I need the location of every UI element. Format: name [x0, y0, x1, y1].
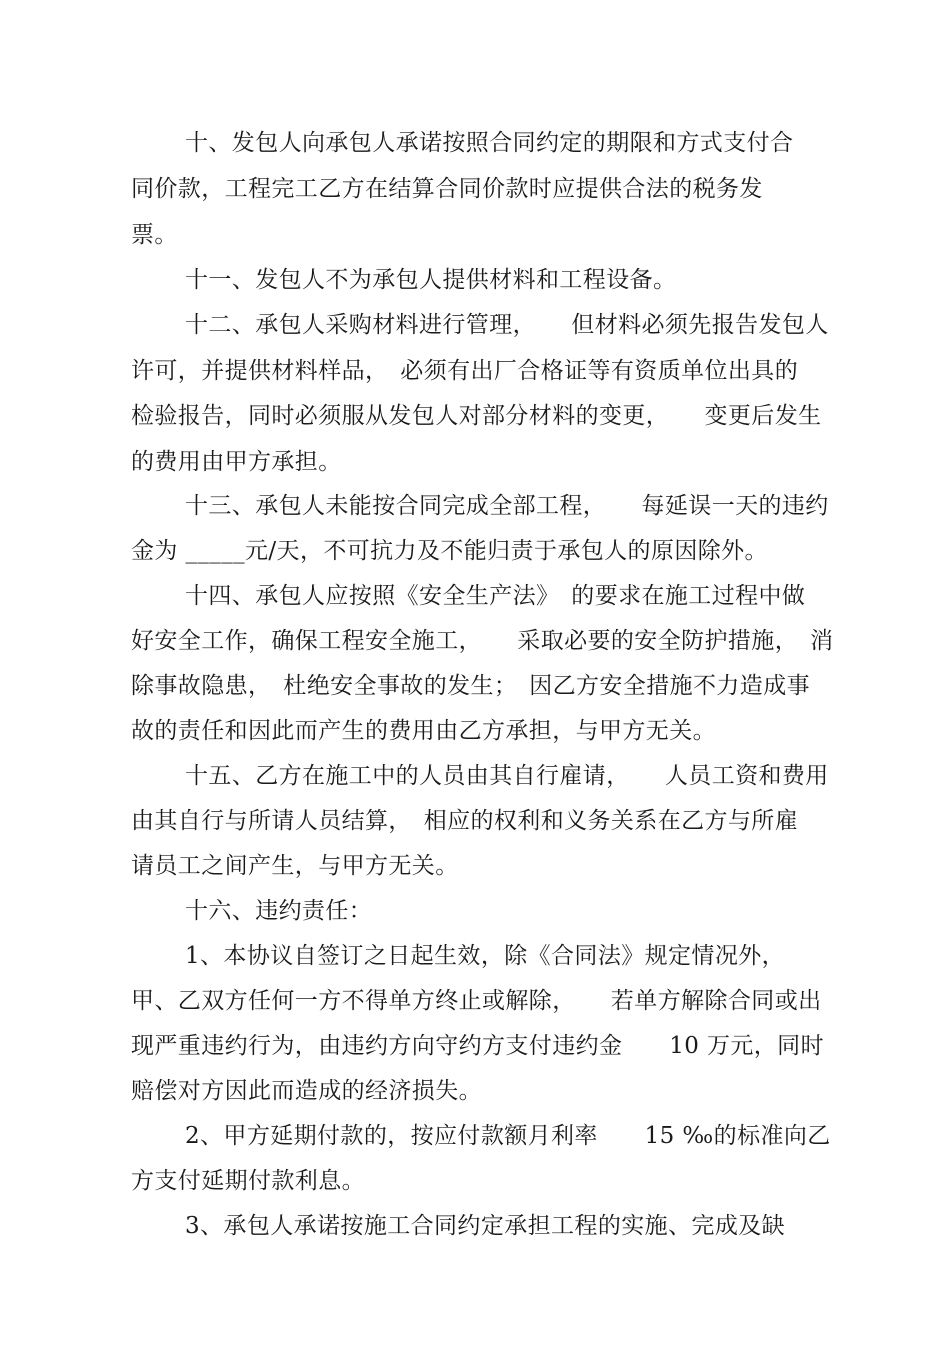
item-1-line-3: 现严重违约行为，由违约方向守约方支付违约金 10 万元，同时: [131, 1033, 824, 1059]
clause-11-line-1: 十一、发包人不为承包人提供材料和工程设备。: [185, 267, 677, 293]
clause-12-line-2: 许可，并提供材料样品， 必须有出厂合格证等有资质单位出具的: [131, 358, 799, 384]
item-1-line-4: 赔偿对方因此而造成的经济损失。: [131, 1078, 482, 1104]
clause-15-line-2: 由其自行与所请人员结算， 相应的权利和义务关系在乙方与所雇: [131, 808, 799, 834]
clause-13-line-2: 金为 _____元/天，不可抗力及不能归责于承包人的原因除外。: [131, 538, 768, 564]
clause-12-line-4: 的费用由甲方承担。: [131, 449, 342, 475]
clause-16-heading: 十六、违约责任：: [185, 898, 373, 924]
clause-14-line-2: 好安全工作，确保工程安全施工， 采取必要的安全防护措施， 消: [131, 628, 834, 654]
item-1-line-1: 1、本协议自签订之日起生效，除《合同法》规定情况外，: [185, 943, 786, 969]
item-3-line-1: 3、承包人承诺按施工合同约定承担工程的实施、完成及缺: [185, 1213, 786, 1239]
clause-12-line-1: 十二、承包人采购材料进行管理， 但材料必须先报告发包人: [185, 312, 829, 338]
clause-14-line-1: 十四、承包人应按照《安全生产法》 的要求在施工过程中做: [185, 583, 806, 609]
clause-14-line-4: 故的责任和因此而产生的费用由乙方承担，与甲方无关。: [131, 718, 716, 744]
clause-14-line-3: 除事故隐患， 杜绝安全事故的发生； 因乙方安全措施不力造成事: [131, 673, 810, 699]
clause-12-line-3: 检验报告，同时必须服从发包人对部分材料的变更， 变更后发生: [131, 403, 822, 429]
clause-15-line-3: 请员工之间产生，与甲方无关。: [131, 853, 459, 879]
clause-13-line-1: 十三、承包人未能按合同完成全部工程， 每延误一天的违约: [185, 493, 829, 519]
item-1-line-2: 甲、乙双方任何一方不得单方终止或解除， 若单方解除合同或出: [131, 988, 822, 1014]
clause-15-line-1: 十五、乙方在施工中的人员由其自行雇请， 人员工资和费用: [185, 763, 829, 789]
clause-10-line-2: 同价款，工程完工乙方在结算合同价款时应提供合法的税务发: [131, 176, 763, 202]
item-2-line-2: 方支付延期付款利息。: [131, 1168, 365, 1194]
item-2-line-1: 2、甲方延期付款的，按应付款额月利率 15 ‰的标准向乙: [185, 1123, 831, 1149]
clause-10-line-1: 十、发包人向承包人承诺按照合同约定的期限和方式支付合: [185, 130, 794, 156]
clause-10-line-3: 票。: [131, 222, 178, 248]
